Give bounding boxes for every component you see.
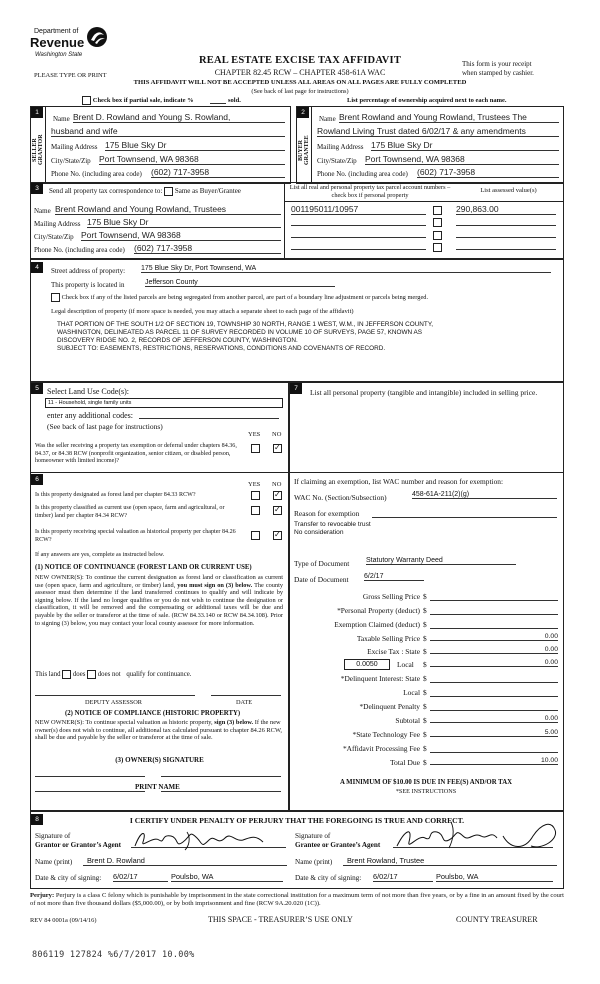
- tax-corr-name-label: Name: [34, 207, 51, 215]
- ownership-label: List percentage of ownership acquired next to each name.: [347, 97, 507, 104]
- logo-washington: Washington State: [35, 52, 83, 58]
- notice1-text-b: The county assessor must then determine if the land transferred continues to qualify and will indicate by signing below. If the land no longer qualifies or you do not wish to continue the designation or classification, it will be removed and the compensating or additional taxes will be due and payable by the seller or transferor at the time of sale. (RCW 84.33.140 or RCW 84.34.108). Prior to signing (3) below, you may contact your local county assessor for more information.: [35, 581, 283, 627]
- section-5-land-use: [30, 381, 289, 473]
- notice1-body: [35, 574, 283, 627]
- forest-q1: Is this property designated as forest land per chapter 84.33 RCW?: [35, 492, 196, 498]
- grantee-date-field[interactable]: 6/02/17: [373, 872, 433, 882]
- notice1-text-a: NEW OWNER(S): To continue the current designation as forest land or classification as current use (open space, farm and agriculture, or timber) land,: [35, 574, 283, 589]
- street-field[interactable]: 175 Blue Sky Dr, Port Townsend, WA: [141, 265, 551, 273]
- assessed-value-field-2[interactable]: [456, 225, 556, 226]
- buyer-name-field-2[interactable]: Rowland Living Trust dated 6/02/17 & any amendments: [317, 126, 559, 137]
- does-not-checkbox[interactable]: [87, 670, 96, 679]
- q1-yes-checkbox[interactable]: [251, 491, 260, 500]
- personal-property-checkbox-4[interactable]: [433, 243, 442, 252]
- buyer-grantee-label: BUYER GRANTEE: [298, 135, 310, 165]
- seller-name-field-2[interactable]: husband and wife: [51, 126, 285, 137]
- tax-corr-city-label: City/State/Zip: [34, 233, 74, 241]
- reason-line-2[interactable]: No consideration: [294, 529, 344, 536]
- tax-corr-name-field[interactable]: Brent Rowland and Young Rowland, Trustees: [55, 204, 281, 215]
- tax-corr-phone-field[interactable]: (602) 717-3958: [134, 243, 281, 254]
- treasurer-space-label: THIS SPACE - TREASURER’S USE ONLY: [208, 915, 353, 924]
- delinq-state-label: *Delinquent Interest: State: [340, 674, 420, 683]
- land-use-see-back: (See back of last page for instructions): [47, 422, 163, 431]
- segregate-checkbox[interactable]: [51, 293, 60, 302]
- penalty-field[interactable]: [430, 702, 558, 711]
- parcel-number-field-4[interactable]: [291, 249, 426, 250]
- section-2-buyer: [296, 106, 564, 184]
- perjury-notice: [30, 892, 564, 909]
- notice2-text-b: If the new owner(s) does not wish to continue, all additional tax calculated pursuant to chapter 84.26 RCW, shall be due and payable by the seller or transferor at the time of sale.: [35, 719, 282, 742]
- does-not-label: does not: [97, 671, 121, 679]
- exemption-no-checkbox[interactable]: [273, 444, 282, 453]
- q2-yes-checkbox[interactable]: [251, 506, 260, 515]
- grantor-date-field[interactable]: 6/02/17: [113, 872, 168, 882]
- reason-label: Reason for exemption: [294, 509, 360, 518]
- wac-label: WAC No. (Section/Subsection): [294, 493, 387, 502]
- subtotal-label: Subtotal: [395, 716, 420, 725]
- grantee-city-field[interactable]: Poulsbo, WA: [436, 872, 553, 882]
- owner-signature-line-1[interactable]: [35, 776, 145, 777]
- no-header-5: NO: [272, 431, 282, 438]
- partial-sale-checkbox[interactable]: [82, 96, 91, 105]
- minimum-note: A MINIMUM OF $10.00 IS DUE IN FEE(S) AND/OR TAX: [339, 779, 513, 786]
- form-notice: THIS AFFIDAVIT WILL NOT BE ACCEPTED UNLESS ALL AREAS ON ALL PAGES ARE FULLY COMPLETED: [133, 79, 467, 86]
- state-tax-label: Excise Tax : State: [367, 647, 420, 656]
- land-use-code-select[interactable]: 11 - Household, single family units: [45, 398, 283, 408]
- segregate-text: Check box if any of the listed parcels are being segregated from another parcel, are part of a boundary line adjustment or parcels being merged.: [61, 293, 429, 301]
- segregate-row: [51, 293, 428, 302]
- section-number-2: 2: [297, 107, 309, 118]
- print-name-line-2[interactable]: [161, 791, 281, 792]
- total-due-label: Total Due: [389, 758, 420, 767]
- county-treasurer-label: COUNTY TREASURER: [456, 915, 538, 924]
- grantee-name-field[interactable]: Brent Rowland, Trustee: [343, 856, 557, 866]
- form-number: REV 84 0001a (09/14/16): [30, 917, 97, 924]
- reason-line-1[interactable]: Transfer to revocable trust: [294, 521, 371, 528]
- taxable-label: Taxable Selling Price: [356, 634, 420, 643]
- this-land-row: [35, 670, 191, 679]
- print-note: PLEASE TYPE OR PRINT: [34, 72, 107, 79]
- same-as-buyer-checkbox[interactable]: [164, 187, 173, 196]
- same-as-buyer-label: Same as Buyer/Grantee: [174, 187, 241, 196]
- form-title: REAL ESTATE EXCISE TAX AFFIDAVIT: [198, 55, 402, 66]
- street-label: Street address of property:: [51, 267, 126, 275]
- delinq-local-label: Local: [403, 688, 420, 697]
- owner-signature-label: (3) OWNER(S) SIGNATURE: [115, 756, 204, 764]
- local-tax-label: Local: [397, 660, 414, 669]
- grantee-name-label: Name (print): [295, 858, 333, 866]
- sold-label: sold.: [228, 97, 241, 104]
- assessed-value-field-1[interactable]: 290,863.00: [456, 204, 556, 215]
- print-name-label: PRINT NAME: [135, 783, 180, 791]
- notice2-bold: sign (3) below.: [214, 719, 254, 726]
- state-tax-field[interactable]: 0.00: [430, 646, 558, 654]
- buyer-city-field[interactable]: Port Townsend, WA 98368: [365, 154, 559, 165]
- tax-corr-label: [49, 187, 241, 196]
- owner-signature-line-2[interactable]: [161, 776, 281, 777]
- buyer-mailing-field[interactable]: 175 Blue Sky Dr: [371, 140, 559, 151]
- seller-mailing-label: Mailing Address: [51, 143, 98, 151]
- local-rate-field[interactable]: 0.0050: [344, 659, 390, 670]
- seller-city-field[interactable]: Port Townsend, WA 98368: [99, 154, 285, 165]
- grantor-date-label: Date & city of signing:: [35, 874, 102, 882]
- grantee-sig-label-a: Signature of: [295, 832, 331, 840]
- q3-no-checkbox[interactable]: [273, 531, 282, 540]
- section-number-4: 4: [31, 262, 43, 273]
- parcel-number-field-1[interactable]: 001195011/10957: [291, 204, 426, 215]
- gross-label: Gross Selling Price: [362, 592, 420, 601]
- assessed-value-field-3[interactable]: [456, 237, 556, 238]
- notice2-title: (2) NOTICE OF COMPLIANCE (HISTORIC PROPERTY): [65, 710, 241, 717]
- no-header-6: NO: [272, 481, 282, 488]
- notice2-text-a: NEW OWNER(S): To continue special valuation as historic property,: [35, 719, 213, 726]
- legal-description: [57, 321, 433, 353]
- seller-phone-field[interactable]: (602) 717-3958: [151, 167, 285, 178]
- legal-line-3: DISCOVERY RIDGE NO. 2, RECORDS OF JEFFERSON COUNTY, WASHINGTON.: [57, 337, 298, 344]
- section-4-property: [30, 259, 564, 383]
- dor-logo: [30, 26, 105, 66]
- section-8-certification: [30, 811, 564, 889]
- buyer-name-label: Name: [319, 115, 336, 123]
- partial-sale-row: [82, 96, 542, 106]
- grantor-city-field[interactable]: Poulsbo, WA: [171, 872, 283, 882]
- yes-header-6: YES: [248, 481, 261, 488]
- section-number-1: 1: [31, 107, 43, 118]
- grantee-sig-label: Grantee or Grantee’s Agent: [295, 841, 381, 849]
- affidavit-fee-field[interactable]: [430, 744, 558, 753]
- grantee-signature: [391, 816, 561, 854]
- tech-fee-field[interactable]: 5.00: [430, 729, 558, 737]
- swoosh-icon: [86, 26, 108, 48]
- wac-field[interactable]: 458-61A-211(2)(g): [412, 491, 557, 499]
- subtotal-field[interactable]: 0.00: [430, 715, 558, 723]
- parcel-number-field-3[interactable]: [291, 237, 426, 238]
- forest-q2: Is this property classified as current use (open space, farm and agricultural, or timber) land per chapter 84.34 RCW?: [35, 505, 225, 519]
- grantor-name-field[interactable]: Brent D. Rowland: [83, 856, 287, 866]
- personal-deduct-label: *Personal Property (deduct): [337, 606, 420, 615]
- doc-date-label: Date of Document: [294, 575, 349, 584]
- perjury-text: Perjury is a class C felony which is punishable by imprisonment in the state correctional institution for a maximum term of not more than five years, or by a fine in an amount fixed by the court of not more than five thousand dollars ($5,000.00), or by both imprisonment and fine (RCW 9A.20.020 (1C)).: [30, 892, 564, 908]
- yes-header-5: YES: [248, 431, 261, 438]
- assessor-date-label: DATE: [236, 699, 253, 706]
- exempt-deduct-field[interactable]: [430, 620, 558, 629]
- this-land-label: This land: [35, 671, 61, 679]
- exemption-yes-checkbox[interactable]: [251, 444, 260, 453]
- affidavit-fee-label: *Affidavit Processing Fee: [342, 744, 420, 753]
- section-number-7: 7: [290, 383, 302, 394]
- reason-line[interactable]: [372, 517, 557, 518]
- buyer-phone-field[interactable]: (602) 717-3958: [417, 167, 559, 178]
- print-name-line-1[interactable]: [35, 791, 145, 792]
- cashier-stamp: 806119 127824 %6/7/2017 10.00%: [32, 950, 195, 960]
- land-use-label: Select Land Use Code(s):: [47, 387, 129, 396]
- tax-corr-mailing-field[interactable]: 175 Blue Sky Dr: [87, 217, 281, 228]
- additional-codes-field[interactable]: [139, 418, 279, 419]
- perjury-bold: Perjury:: [30, 892, 55, 899]
- grantor-sig-label: Grantor or Grantor’s Agent: [35, 841, 122, 849]
- notice2-body: [35, 719, 283, 742]
- assessed-value-field-4[interactable]: [456, 249, 556, 250]
- section-3-tax-correspondence: [30, 182, 564, 259]
- personal-property-label: List all personal property (tangible and intangible) included in selling price.: [310, 388, 538, 397]
- buyer-city-label: City/State/Zip: [317, 157, 357, 165]
- tax-corr-mailing-label: Mailing Address: [34, 220, 81, 228]
- personal-deduct-field[interactable]: [430, 606, 558, 615]
- does-checkbox[interactable]: [62, 670, 71, 679]
- exemption-label: If claiming an exemption, list WAC number and reason for exemption:: [294, 477, 504, 486]
- see-instructions-note: *SEE INSTRUCTIONS: [395, 788, 457, 795]
- assessed-header: List assessed value(s): [480, 187, 537, 194]
- buyer-mailing-label: Mailing Address: [317, 143, 364, 151]
- doc-type-label: Type of Document: [294, 559, 350, 568]
- buyer-phone-label: Phone No. (including area code): [317, 170, 408, 178]
- personal-property-checkbox-3[interactable]: [433, 231, 442, 240]
- legal-line-2: WASHINGTON, DELINEATED AS PARCEL 11 OF SURVEY RECORDED IN VOLUME 10 OF SURVEYS, PAGE 57, KNOWN AS: [57, 329, 423, 336]
- grantor-sig-label-a: Signature of: [35, 832, 71, 840]
- legal-line-4: SUBJECT TO: EASEMENTS, RESTRICTIONS, RESERVATIONS, CONDITIONS AND COVENANTS OF RECORD.: [57, 345, 386, 352]
- deputy-assessor-label: DEPUTY ASSESSOR: [85, 699, 142, 706]
- personal-property-checkbox-2[interactable]: [433, 218, 442, 227]
- grantor-name-label: Name (print): [35, 858, 73, 866]
- parcels-header: List all real and personal property tax parcel account numbers – check box if personal property: [289, 184, 451, 199]
- partial-sale-percent-field[interactable]: [210, 103, 226, 104]
- total-due-field[interactable]: 10.00: [430, 757, 558, 765]
- delinq-state-field[interactable]: [430, 674, 558, 683]
- buyer-name-field[interactable]: Brent Rowland and Young Rowland, Trustees The: [339, 112, 559, 123]
- tech-fee-label: *State Technology Fee: [352, 730, 420, 739]
- gross-field[interactable]: [430, 592, 558, 601]
- deputy-assessor-line[interactable]: [35, 695, 195, 696]
- section-number-6: 6: [31, 474, 43, 485]
- doc-type-field[interactable]: Statutory Warranty Deed: [366, 557, 516, 565]
- parcel-number-field-2[interactable]: [291, 225, 426, 226]
- any-yes-note: If any answers are yes, complete as instructed below.: [35, 552, 165, 558]
- section-1-seller: [30, 106, 291, 184]
- tax-corr-city-field[interactable]: Port Townsend, WA 98368: [81, 230, 281, 241]
- penalty-label: *Delinquent Penalty: [359, 702, 420, 711]
- seller-phone-label: Phone No. (including area code): [51, 170, 142, 178]
- personal-property-checkbox-1[interactable]: [433, 206, 442, 215]
- logo-revenue: Revenue: [30, 35, 85, 50]
- notice1-title: (1) NOTICE OF CONTINUANCE (FOREST LAND OR CURRENT USE): [35, 564, 252, 571]
- local-tax-field[interactable]: 0.00: [430, 659, 558, 667]
- seller-name-label: Name: [53, 115, 70, 123]
- section-7-personal-property: [289, 381, 564, 473]
- grantee-date-label: Date & city of signing:: [295, 874, 362, 882]
- tax-corr-label-text: Send all property tax correspondence to:: [49, 187, 163, 196]
- q2-no-checkbox[interactable]: [273, 506, 282, 515]
- located-label: This property is located in: [51, 281, 125, 289]
- exempt-deduct-label: Exemption Claimed (deduct): [334, 620, 420, 629]
- q3-yes-checkbox[interactable]: [251, 531, 260, 540]
- delinq-local-field[interactable]: [430, 688, 558, 697]
- legal-label: Legal description of property (if more space is needed, you may attach a separate sheet to each page of the affidavit): [51, 308, 354, 315]
- seller-name-field[interactable]: Brent D. Rowland and Young S. Rowland,: [73, 112, 285, 123]
- section-6-forest-current-use: [30, 472, 289, 811]
- section-number-3: 3: [31, 183, 43, 194]
- legal-line-1: THAT PORTION OF THE SOUTH 1/2 OF SECTION 19, TOWNSHIP 30 NORTH, RANGE 1 WEST, W.M., IN JEFFERSON COUNTY,: [57, 321, 434, 328]
- receipt-note-2: when stamped by cashier.: [462, 69, 534, 77]
- certify-statement: I CERTIFY UNDER PENALTY OF PERJURY THAT THE FOREGOING IS TRUE AND CORRECT.: [129, 816, 465, 825]
- partial-sale-label: Check box if partial sale, indicate %: [92, 97, 194, 105]
- grantor-signature: [131, 828, 271, 852]
- notice1-bold: you must sign on (3) below.: [177, 581, 253, 589]
- additional-codes-label: enter any additional codes:: [47, 411, 133, 420]
- tax-corr-phone-label: Phone No. (including area code): [34, 246, 125, 254]
- receipt-note-1: This form is your receipt: [462, 60, 532, 68]
- does-label: does: [72, 671, 86, 679]
- seller-mailing-field[interactable]: 175 Blue Sky Dr: [105, 140, 285, 151]
- qualify-label: qualify for continuance.: [126, 671, 192, 679]
- exemption-question: Was the seller receiving a property tax exemption or deferral under chapters 84.36, 84.37, or 84.38 RCW (nonprofit organization, senior citizen, or disabled person, homeowner with limited income)?: [35, 443, 237, 464]
- seller-grantor-label: SELLER GRANTOR: [32, 134, 44, 166]
- form-subtitle: CHAPTER 82.45 RCW – CHAPTER 458-61A WAC: [214, 68, 386, 77]
- section-number-8: 8: [31, 814, 43, 825]
- q1-no-checkbox[interactable]: [273, 491, 282, 500]
- logo-department: Department of: [34, 28, 79, 35]
- see-back-note: (See back of last page for instructions): [251, 88, 349, 95]
- assessor-date-line[interactable]: [211, 695, 281, 696]
- seller-city-label: City/State/Zip: [51, 157, 91, 165]
- taxable-field[interactable]: 0.00: [430, 633, 558, 641]
- section-number-5: 5: [31, 383, 43, 394]
- forest-q3: Is this property receiving special valuation as historical property per chapter 84.26 RCW?: [35, 529, 236, 543]
- doc-date-field[interactable]: 6/2/17: [364, 573, 424, 581]
- located-field[interactable]: Jefferson County: [145, 279, 335, 287]
